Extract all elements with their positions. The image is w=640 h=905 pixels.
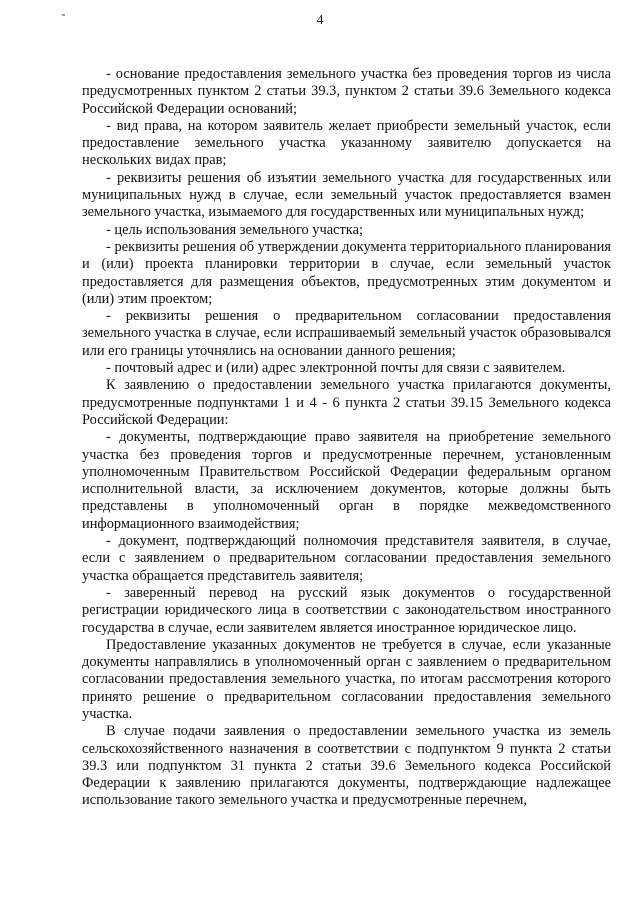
paragraph-representative-authority: - документ, подтверждающий полномочия представителя заявителя, в случае, если с заявлением о предварительном согласовании предоставления земельного участка обращается представитель заявителя; bbox=[82, 533, 611, 584]
paragraph-preliminary-approval: - реквизиты решения о предварительном согласовании предоставления земельного участка в случае, если испрашиваемый земельный участок образовывался или его границы уточнялись на основании данного решения; bbox=[82, 308, 611, 359]
page-number: 4 bbox=[316, 13, 324, 28]
paragraph-agricultural-land: В случае подачи заявления о предоставлении земельного участка из земель сельскохозяйственного назначения в соответствии с подпунктом 9 пункта 2 статьи 39.3 или подпунктом 31 пункта 2 статьи 39.6 Земельного кодекса Российской Федерации к заявлению прилагаются документы, подтверждающие надлежащее использование такого земельного участка и предусмотренные перечнем, bbox=[82, 723, 611, 809]
paragraph-planning-document: - реквизиты решения об утверждении документа территориального планирования и (или) проекта планировки территории в случае, если земельный участок предоставляется для размещения объектов, предусмотренных этим документом и (или) этим проектом; bbox=[82, 238, 611, 307]
paragraph-basis-for-provision: - основание предоставления земельного участка без проведения торгов из числа предусмотренных пунктом 2 статьи 39.3, пунктом 2 статьи 39.6 Земельного кодекса Российской Федерации оснований; bbox=[82, 66, 611, 117]
paragraph-certified-translation: - заверенный перевод на русский язык документов о государственной регистрации юридического лица в соответствии с законодательством иностранного государства в случае, если заявителем является иностранное юридическое лицо. bbox=[82, 584, 611, 636]
paragraph-purpose-of-use: - цель использования земельного участка; bbox=[106, 221, 363, 238]
paragraph-documents-not-required: Предоставление указанных документов не требуется в случае, если указанные документы направлялись в уполномоченный орган с заявлением о предварительном согласовании предоставления земельного участка, по итогам рассмотрения которого принято решение о предварительном согласовании предоставления земельного участка. bbox=[82, 636, 611, 722]
document-body bbox=[82, 66, 611, 810]
paragraph-seizure-decision: - реквизиты решения об изъятии земельного участка для государственных или муниципальных нужд в случае, если земельный участок предоставляется взамен земельного участка, изымаемого для государственных или муниципальных нужд; bbox=[82, 169, 611, 221]
paragraph-attached-documents: К заявлению о предоставлении земельного участка прилагаются документы, предусмотренные подпунктами 1 и 4 - 6 пункта 2 статьи 39.15 Земельного кодекса Российской Федерации: bbox=[82, 377, 611, 428]
paragraph-type-of-right: - вид права, на котором заявитель желает приобрести земельный участок, если предоставление земельного участка указанному заявителю допускается на нескольких видах прав; bbox=[82, 117, 611, 169]
paragraph-right-documents: - документы, подтверждающие право заявителя на приобретение земельного участка без проведения торгов и предусмотренные перечнем, установленным уполномоченным Правительством Российской Федерации федеральным органом исполнительной власти, за исключением документов, которые должны быть представлены в уполномоченный орган в порядке межведомственного информационного взаимодействия; bbox=[82, 429, 611, 532]
paragraph-contact-address: - почтовый адрес и (или) адрес электронной почты для связи с заявителем. bbox=[106, 360, 566, 377]
